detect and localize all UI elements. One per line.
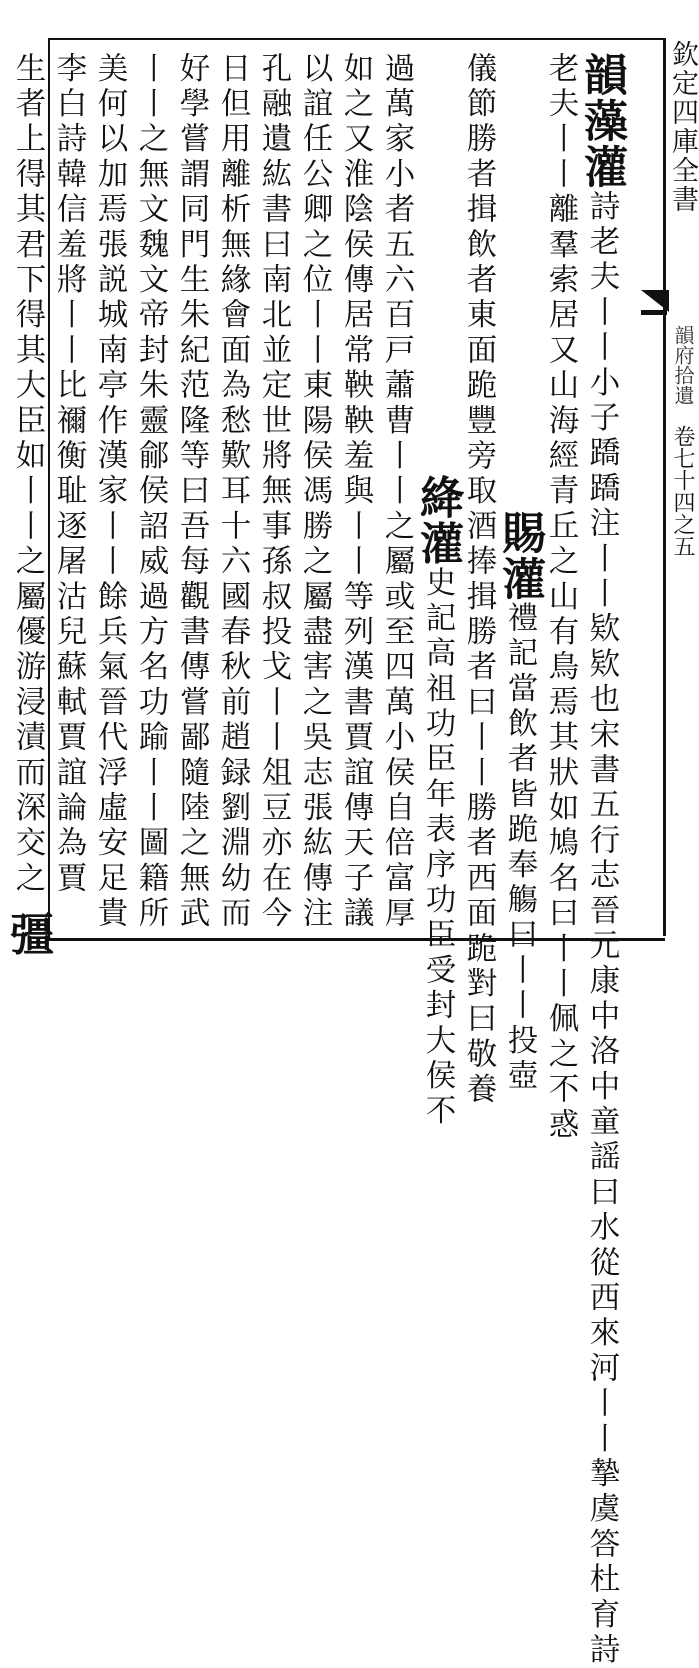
volume-label-margin: 卷七十四之五 (670, 425, 695, 557)
text-column-5 (412, 52, 463, 1130)
text-column-9 (254, 52, 292, 932)
text-column-4 (459, 52, 497, 1108)
text-column-6 (377, 52, 415, 932)
entry-heading: 絳灌 (412, 474, 463, 567)
text-column-13 (90, 52, 128, 932)
column-tail-character: 彊 (2, 911, 53, 958)
column-text: 以誼任公卿之位丨丨東陽侯馮勝之屬盡害之吳志張紘傳注 (297, 52, 332, 932)
text-column-11 (172, 52, 210, 932)
column-text: 如之又淮陰侯傳居常鞅鞅羞與丨丨等列漢書賈誼傳天子議 (338, 52, 373, 932)
text-column-10 (213, 52, 251, 932)
fish-tail-bar (641, 310, 667, 315)
column-text: 丨丨之無文魏文帝封朱靈鄃侯詔威過方名功踰丨丨圖籍所 (133, 52, 168, 932)
column-text: 儀節勝者揖飲者東面跪豐旁取酒捧揖勝者曰丨丨勝者西面跪對曰敬養 (461, 52, 496, 1108)
entry-heading: 賜灌 (494, 509, 545, 602)
text-column-8 (295, 52, 333, 932)
text-column-14 (49, 52, 87, 928)
book-title-margin: 欽定四庫全書 (667, 40, 698, 214)
text-column-15 (2, 52, 53, 958)
column-text: 史記高祖功臣年表序功臣受封大侯不 (420, 566, 455, 1130)
column-text: 好學嘗謂同門生朱紀范隆等曰吾每觀書傳嘗鄙隨陸之無武 (174, 52, 209, 932)
column-text: 李白詩韓信羞將丨丨比禰衡耻逐屠沽兒蘇軾賈誼論為賈 (51, 52, 86, 897)
text-column-3 (494, 52, 545, 1095)
column-text: 詩老夫丨丨小子蹻蹻注丨丨欵欵也宋書五行志晉元康中洛中童謡曰水從西來河丨丨摯虞答杜育詩 (584, 190, 619, 1668)
text-column-7 (336, 52, 374, 932)
column-text: 日但用離析無緣會面為愁歎耳十六國春秋前趙録劉淵幼而 (215, 52, 250, 932)
text-column-1 (576, 52, 627, 1668)
text-column-12 (131, 52, 169, 932)
column-text: 生者上得其君下得其大臣如丨丨之屬優游浸漬而深交之 (10, 52, 45, 897)
section-label-margin: 韻府拾遺 (671, 325, 695, 405)
text-column-2 (541, 52, 579, 1144)
column-text: 美何以加焉張説城南亭作漢家丨丨餘兵氣晉代浮虛安足貴 (92, 52, 127, 932)
column-text: 老夫丨丨離羣索居又山海經青丘之山有鳥焉其狀如鳩名曰丨丨佩之不惑 (543, 52, 578, 1144)
column-text: 禮記當飲者皆跪奉觴曰丨丨投壺 (502, 601, 537, 1095)
fish-tail-mark (641, 290, 669, 312)
entry-heading: 韻藻灌 (576, 52, 627, 190)
column-text: 孔融遺紘書曰南北並定世將無事孫叔投戈丨丨俎豆亦在今 (256, 52, 291, 932)
column-text: 過萬家小者五六百戸蕭曹丨丨之屬或至四萬小侯自倍富厚 (379, 52, 414, 932)
